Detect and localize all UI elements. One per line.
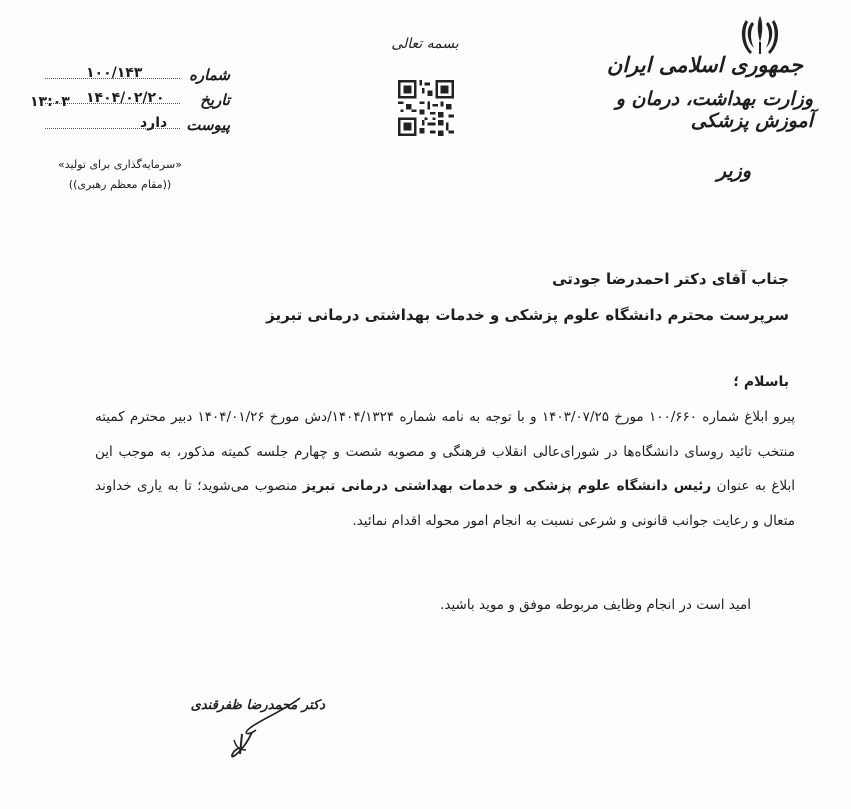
meta-attachment-row	[30, 116, 230, 136]
meta-date-label: تاریخ	[200, 91, 230, 109]
time-stamp: ۱۳:۰۳	[30, 94, 70, 110]
letter-body	[95, 400, 795, 538]
slogan: «سرمایه‌گذاری برای تولید»	[58, 158, 182, 171]
meta-attachment-value: دارد	[140, 115, 168, 131]
body-text-start: پیرو ابلاغ شماره ۱۰۰/۶۶۰ مورخ ۱۴۰۳/۰۷/۲۵ و با توجه به نامه شماره ۱۴۰۴/۱۳۲۴/دش مورخ ۱۴۰۴/۰۱/۲۶ دبیر محترم کمیته منتخب تائید روسای دانشگاه‌ها در شورای‌عالی انقلاب فرهنگی و مصوبه شصت و چهارم جلسه کمیته مذکور، به موجب این ابلاغ به عنوان	[95, 409, 796, 494]
meta-number-label: شماره	[189, 66, 230, 84]
body-text-bold: رئیس دانشگاه علوم پزشکی و خدمات بهداشتی درمانی تبریز	[302, 478, 712, 494]
meta-date-value: ۱۴۰۴/۰۲/۲۰	[86, 90, 165, 106]
republic-title: جمهوری اسلامی ایران	[606, 52, 803, 77]
addressee-name: جناب آقای دکتر احمدرضا جودتی	[552, 270, 789, 288]
meta-attachment-label: پیوست	[186, 116, 230, 134]
addressee-title: سرپرست محترم دانشگاه علوم پزشکی و خدمات بهداشتی درمانی تبریز	[266, 306, 789, 324]
meta-number-value: ۱۰۰/۱۴۳	[86, 65, 143, 81]
meta-number-row	[30, 66, 230, 86]
body-text-end: منصوب می‌شوید؛ تا به یاری خداوند متعال و رعایت جوانب قانونی و شرعی نسبت به انجام امور محوله اقدام نمائید.	[95, 478, 795, 529]
slogan-source: ((مقام معظم رهبری))	[68, 178, 172, 191]
minister-title: وزیر	[716, 160, 751, 182]
signatory-name: دکتر محمدرضا ظفرقندی	[190, 698, 325, 713]
ministry-title: وزارت بهداشت، درمان و آموزش پزشکی	[615, 88, 813, 132]
qr-code-icon	[398, 80, 454, 136]
handwritten-signature	[190, 690, 320, 770]
basmala: بسمه تعالی	[391, 36, 459, 52]
greeting: باسلام ؛	[733, 374, 789, 390]
closing-line: امید است در انجام وظایف مربوطه موفق و موید باشید.	[440, 597, 751, 613]
